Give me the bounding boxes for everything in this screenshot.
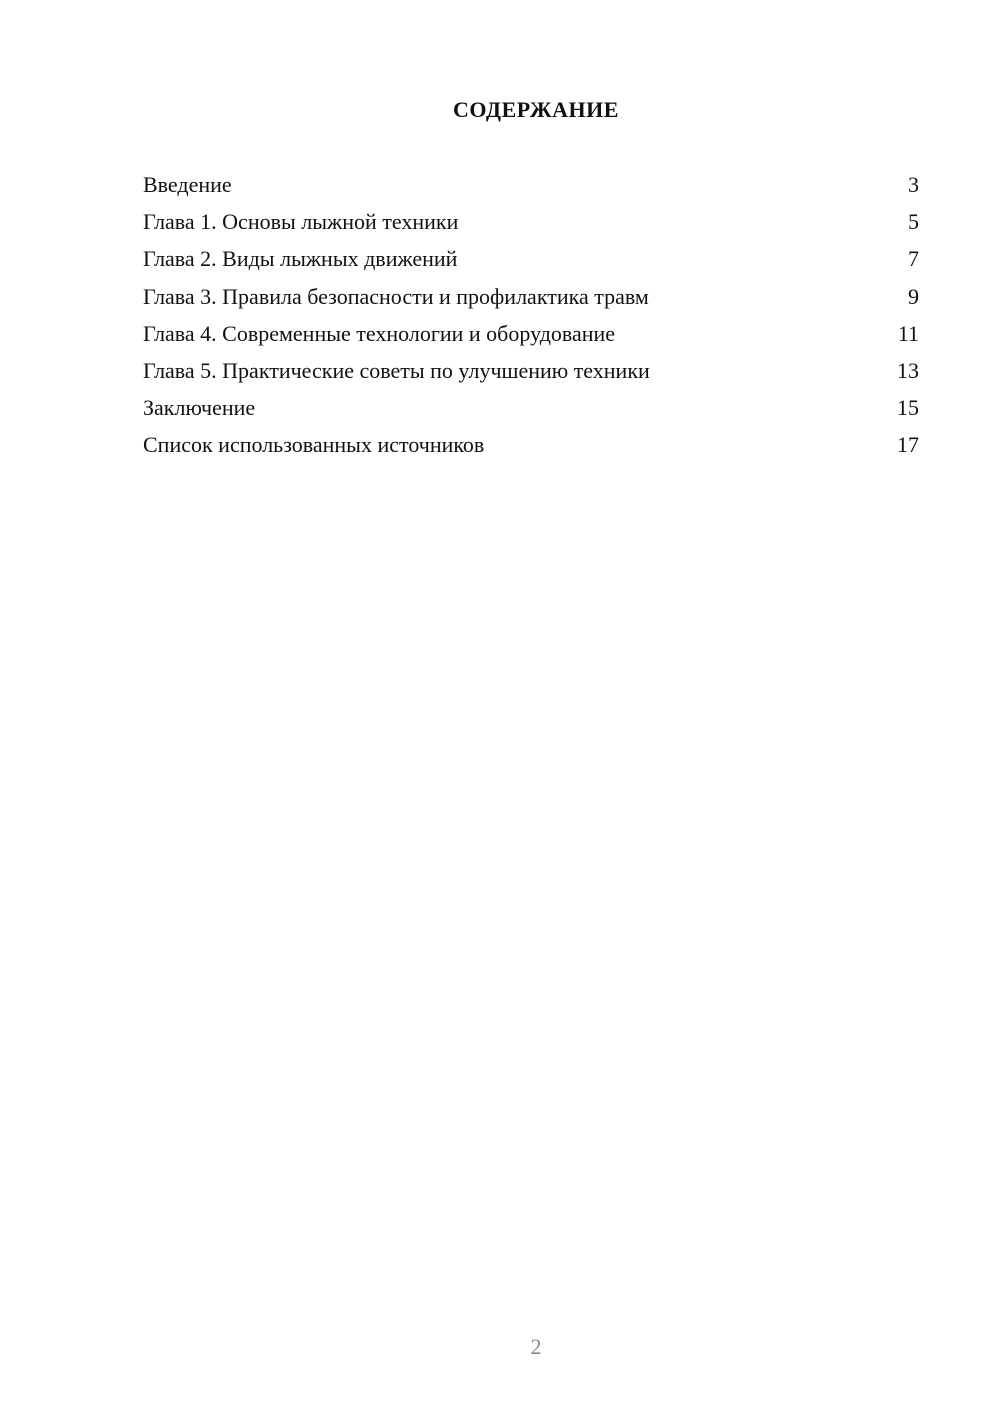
toc-item-label: Введение — [143, 172, 232, 197]
toc-item-chapter-4 — [143, 317, 919, 354]
toc-item-page: 9 — [908, 283, 919, 309]
page-title: СОДЕРЖАНИЕ — [453, 97, 619, 122]
toc-item-chapter-1 — [143, 205, 919, 242]
toc-item-page: 5 — [908, 209, 919, 235]
toc-item-page: 3 — [908, 172, 919, 197]
toc-item-label: Глава 1. Основы лыжной техники — [143, 209, 459, 235]
toc-item-conclusion — [143, 391, 919, 428]
toc-item-chapter-5 — [143, 354, 919, 391]
toc-item-chapter-3 — [143, 280, 919, 317]
toc-item-label: Заключение — [143, 395, 256, 421]
toc-item-label: Глава 4. Современные технологии и оборудование — [143, 320, 616, 346]
toc-item-label: Глава 5. Практические советы по улучшению техники — [143, 357, 650, 383]
toc-item-page: 7 — [908, 246, 919, 272]
toc-item-label: Список использованных источников — [143, 432, 485, 458]
table-of-contents — [143, 168, 919, 466]
toc-item-label: Глава 2. Виды лыжных движений — [143, 246, 458, 272]
toc-item-page: 11 — [897, 320, 919, 346]
toc-item-references — [143, 428, 919, 465]
toc-item-chapter-2 — [143, 242, 919, 279]
toc-item-page: 13 — [897, 357, 919, 383]
toc-item-page: 17 — [897, 432, 919, 458]
toc-item-page: 15 — [897, 395, 919, 421]
toc-item-introduction — [143, 168, 919, 205]
page-number: 2 — [530, 1334, 542, 1359]
toc-item-label: Глава 3. Правила безопасности и профилактика травм — [143, 283, 649, 309]
